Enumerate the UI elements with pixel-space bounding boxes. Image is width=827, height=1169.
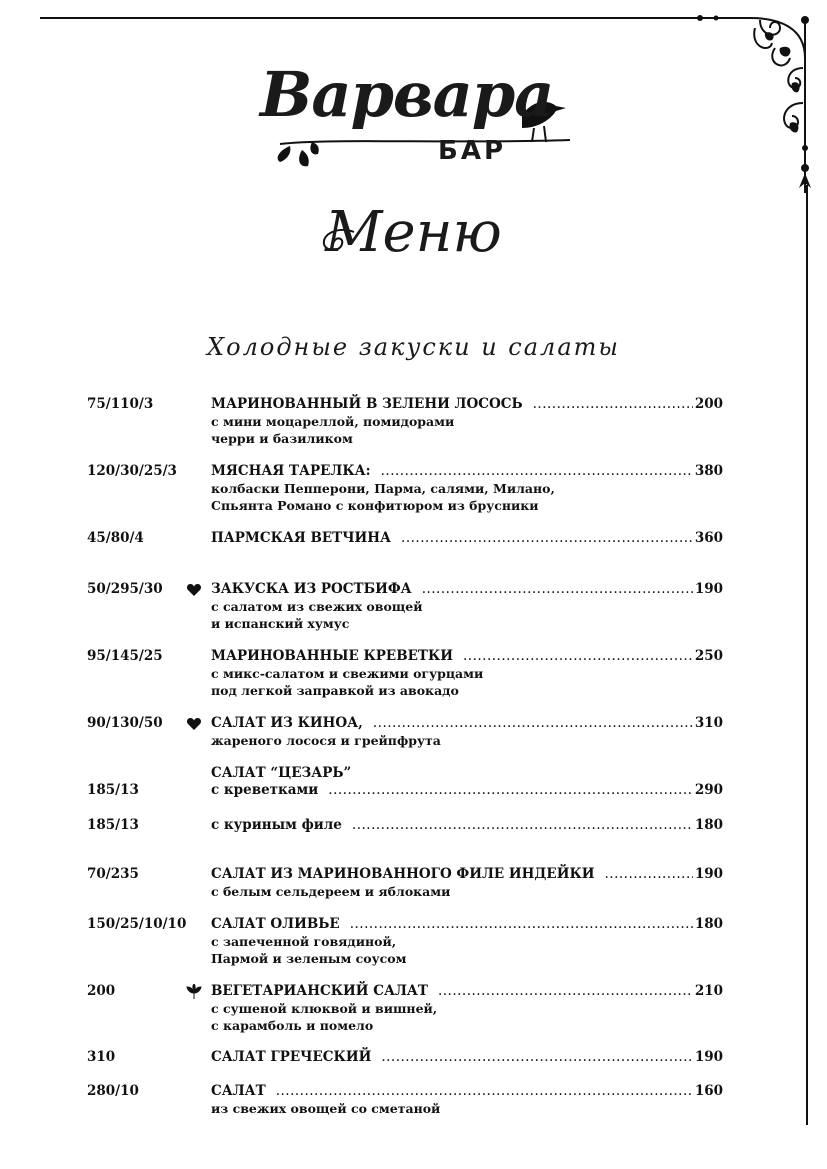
item-description: с мини моцареллой, помидорами (211, 414, 455, 429)
logo-bar-text: БАР (438, 136, 506, 166)
item-name: САЛАТ ГРЕЧЕСКИЙ (211, 1049, 372, 1065)
item-description: с запеченной говядиной, (211, 934, 397, 949)
item-description: Спьянта Романо с конфитюром из брусники (211, 498, 539, 513)
item-price: 290 (694, 782, 723, 798)
item-weight: 45/80/4 (87, 530, 144, 546)
item-description: колбаски Пепперони, Парма, салями, Милано, (211, 481, 555, 496)
item-price: 250 (694, 648, 723, 664)
item-description: жареного лосося и грейпфрута (211, 733, 441, 748)
leaf-icon (186, 984, 202, 1000)
item-description: черри и базиликом (211, 431, 353, 446)
item-name: САЛАТ ОЛИВЬЕ (211, 916, 340, 932)
item-description: и испанский хумус (211, 616, 350, 631)
item-weight: 185/13 (87, 817, 139, 833)
item-weight: 120/30/25/3 (87, 463, 177, 479)
item-name: ЗАКУСКА ИЗ РОСТБИФА (211, 581, 412, 597)
item-name: МЯСНАЯ ТАРЕЛКА: (211, 463, 371, 479)
right-border-line (806, 185, 808, 1125)
item-heading: САЛАТ “ЦЕЗАРЬ” (211, 765, 352, 781)
item-price: 190 (694, 1049, 723, 1065)
item-description: Пармой и зеленым соусом (211, 951, 407, 966)
item-name: САЛАТ (211, 1083, 266, 1099)
item-price: 310 (694, 715, 723, 731)
item-price: 160 (694, 1083, 723, 1099)
item-name: ВЕГЕТАРИАНСКИЙ САЛАТ (211, 983, 428, 999)
logo-script-text: Варвара (260, 58, 554, 131)
item-weight: 95/145/25 (87, 648, 163, 664)
item-description: с микс-салатом и свежими огурцами (211, 666, 484, 681)
heart-icon (186, 716, 202, 732)
item-name: МАРИНОВАННЫЕ КРЕВЕТКИ (211, 648, 453, 664)
logo (250, 58, 580, 178)
item-name: ПАРМСКАЯ ВЕТЧИНА (211, 530, 392, 546)
corner-ornament-icon (680, 8, 820, 198)
item-price: 380 (694, 463, 723, 479)
item-name: с куриным филе (211, 817, 342, 833)
top-border-line (40, 17, 692, 19)
item-price: 360 (694, 530, 723, 546)
item-weight: 280/10 (87, 1083, 139, 1099)
item-weight: 70/235 (87, 866, 139, 882)
item-weight: 50/295/30 (87, 581, 163, 597)
item-name: САЛАТ ИЗ МАРИНОВАННОГО ФИЛЕ ИНДЕЙКИ (211, 866, 595, 882)
item-description: из свежих овощей со сметаной (211, 1101, 441, 1116)
item-description: под легкой заправкой из авокадо (211, 683, 459, 698)
item-name: с креветками (211, 782, 319, 798)
item-price: 180 (694, 817, 723, 833)
item-description: с белым сельдереем и яблоками (211, 884, 451, 899)
item-description: с сушеной клюквой и вишней, (211, 1001, 438, 1016)
item-description: с салатом из свежих овощей (211, 599, 423, 614)
item-weight: 310 (87, 1049, 116, 1065)
item-name: МАРИНОВАННЫЙ В ЗЕЛЕНИ ЛОСОСЬ (211, 396, 523, 412)
item-price: 200 (694, 396, 723, 412)
section-title: Холодные закуски и салаты (207, 333, 620, 361)
item-price: 180 (694, 916, 723, 932)
item-weight: 90/130/50 (87, 715, 163, 731)
item-price: 190 (694, 866, 723, 882)
item-name: САЛАТ ИЗ КИНОА, (211, 715, 363, 731)
item-weight: 150/25/10/10 (87, 916, 187, 932)
item-price: 190 (694, 581, 723, 597)
item-price: 210 (694, 983, 723, 999)
item-weight: 75/110/3 (87, 396, 154, 412)
heart-icon (186, 582, 202, 598)
item-weight: 200 (87, 983, 116, 999)
menu-title: Меню (325, 200, 502, 265)
item-weight: 185/13 (87, 782, 139, 798)
item-description: с карамболь и помело (211, 1018, 374, 1033)
